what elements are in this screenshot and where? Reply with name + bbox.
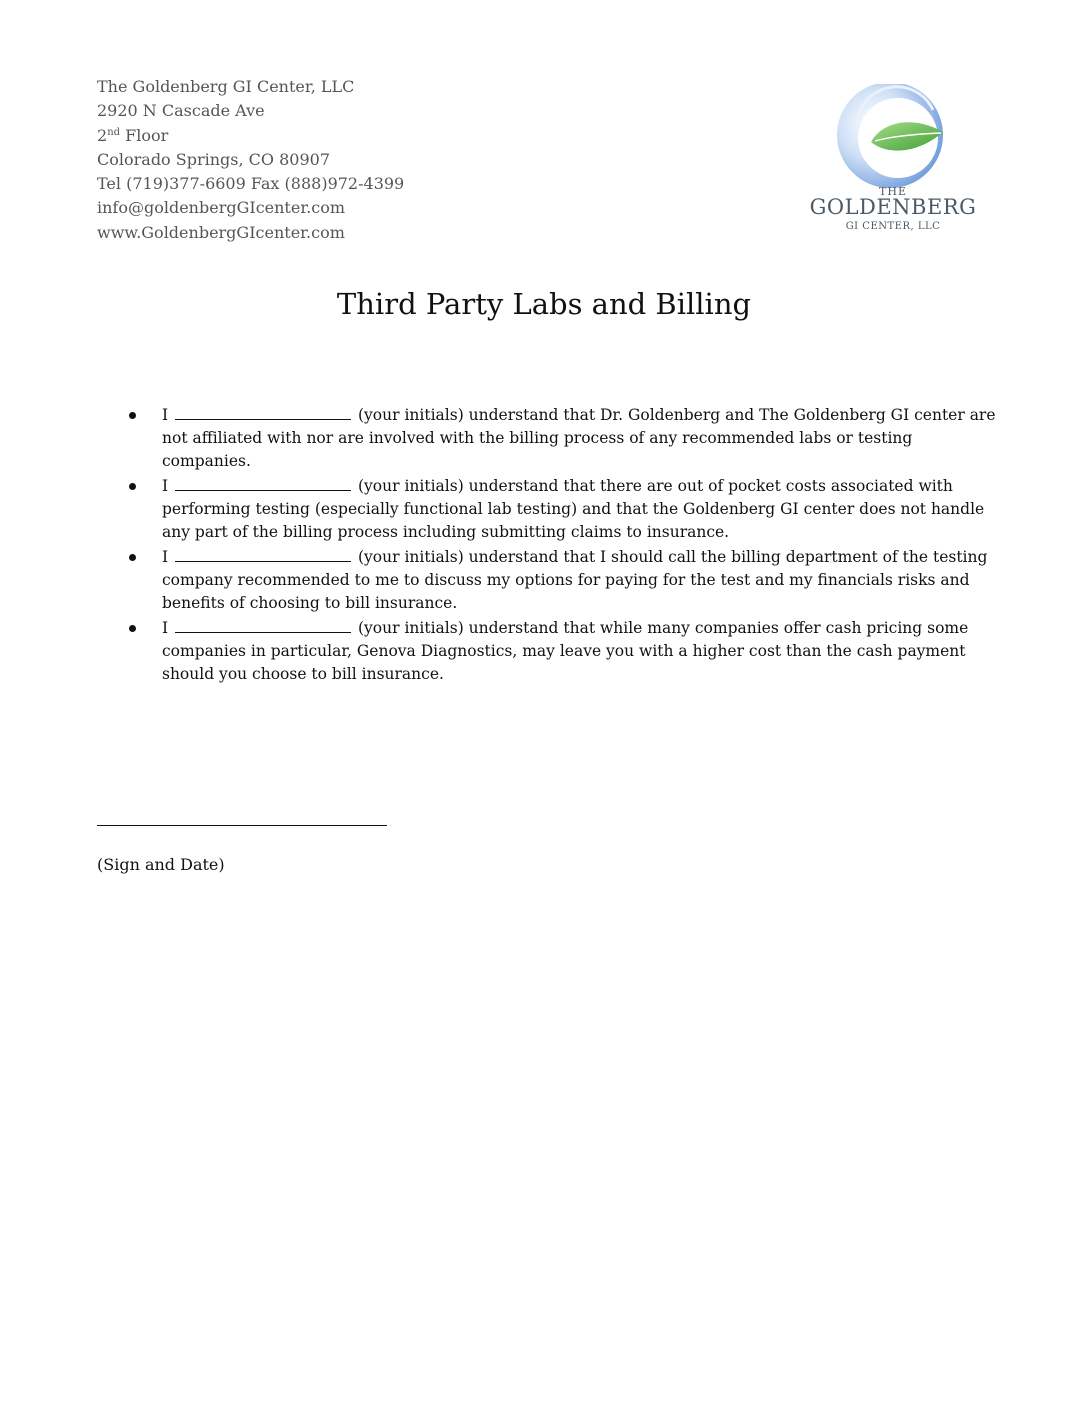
floor-word: Floor [120,125,169,145]
initials-blank[interactable] [175,547,351,562]
company-name: The Goldenberg GI Center, LLC [97,77,355,96]
street-address: 2920 N Cascade Ave [97,101,265,121]
item-text: (your initials) understand that I should call the billing department of the testing company recommended to me to discuss my options for paying for the test and my financials risks and benefits of choosing to bill insurance. [162,548,988,612]
list-item [126,546,996,615]
acknowledgement-list [126,404,996,688]
list-item [126,475,996,544]
city-state-zip: Colorado Springs, CO 80907 [97,149,331,169]
item-text: (your initials) understand that there are out of pocket costs associated with performing testing (especially functional lab testing) and that the Goldenberg GI center does not handle any part of the billing process including submitting claims to insurance. [162,477,985,541]
list-item [126,617,996,686]
item-lead: I [162,548,169,566]
document-title: Third Party Labs and Billing [336,287,752,321]
item-text: (your initials) understand that while many companies offer cash pricing some companies in particular, Genova Diagnostics, may leave you with a higher cost than the cash payment should you choose to bill insurance. [162,619,969,683]
bullet-icon [129,412,136,419]
item-lead: I [162,619,169,637]
logo-emblem-icon [795,84,991,188]
signature-line[interactable] [97,825,387,826]
signature-label: (Sign and Date) [97,855,225,874]
bullet-icon [129,554,136,561]
logo-text-gi-center: GI CENTER, LLC [845,221,941,232]
phone-fax: Tel (719)377-6609 Fax (888)972-4399 [97,174,405,194]
bullet-icon [129,625,136,632]
initials-blank[interactable] [175,476,351,491]
item-lead: I [162,406,169,424]
floor [97,124,517,148]
floor-number: 2 [97,125,108,145]
initials-blank[interactable] [175,405,351,420]
website-url: www.GoldenbergGIcenter.com [97,222,345,242]
logo-text-goldenberg: GOLDENBERG [809,195,977,219]
email-address: info@goldenbergGIcenter.com [97,198,346,218]
floor-suffix: nd [107,126,121,138]
initials-blank[interactable] [175,618,351,633]
list-item [126,404,996,473]
logo-text-the: THE [879,185,907,198]
address-block [97,75,517,245]
bullet-icon [129,483,136,490]
item-text: (your initials) understand that Dr. Goldenberg and The Goldenberg GI center are not affiliated with nor are involved with the billing process of any recommended labs or testing companies. [162,406,996,470]
item-lead: I [162,477,169,495]
company-logo [795,84,991,242]
